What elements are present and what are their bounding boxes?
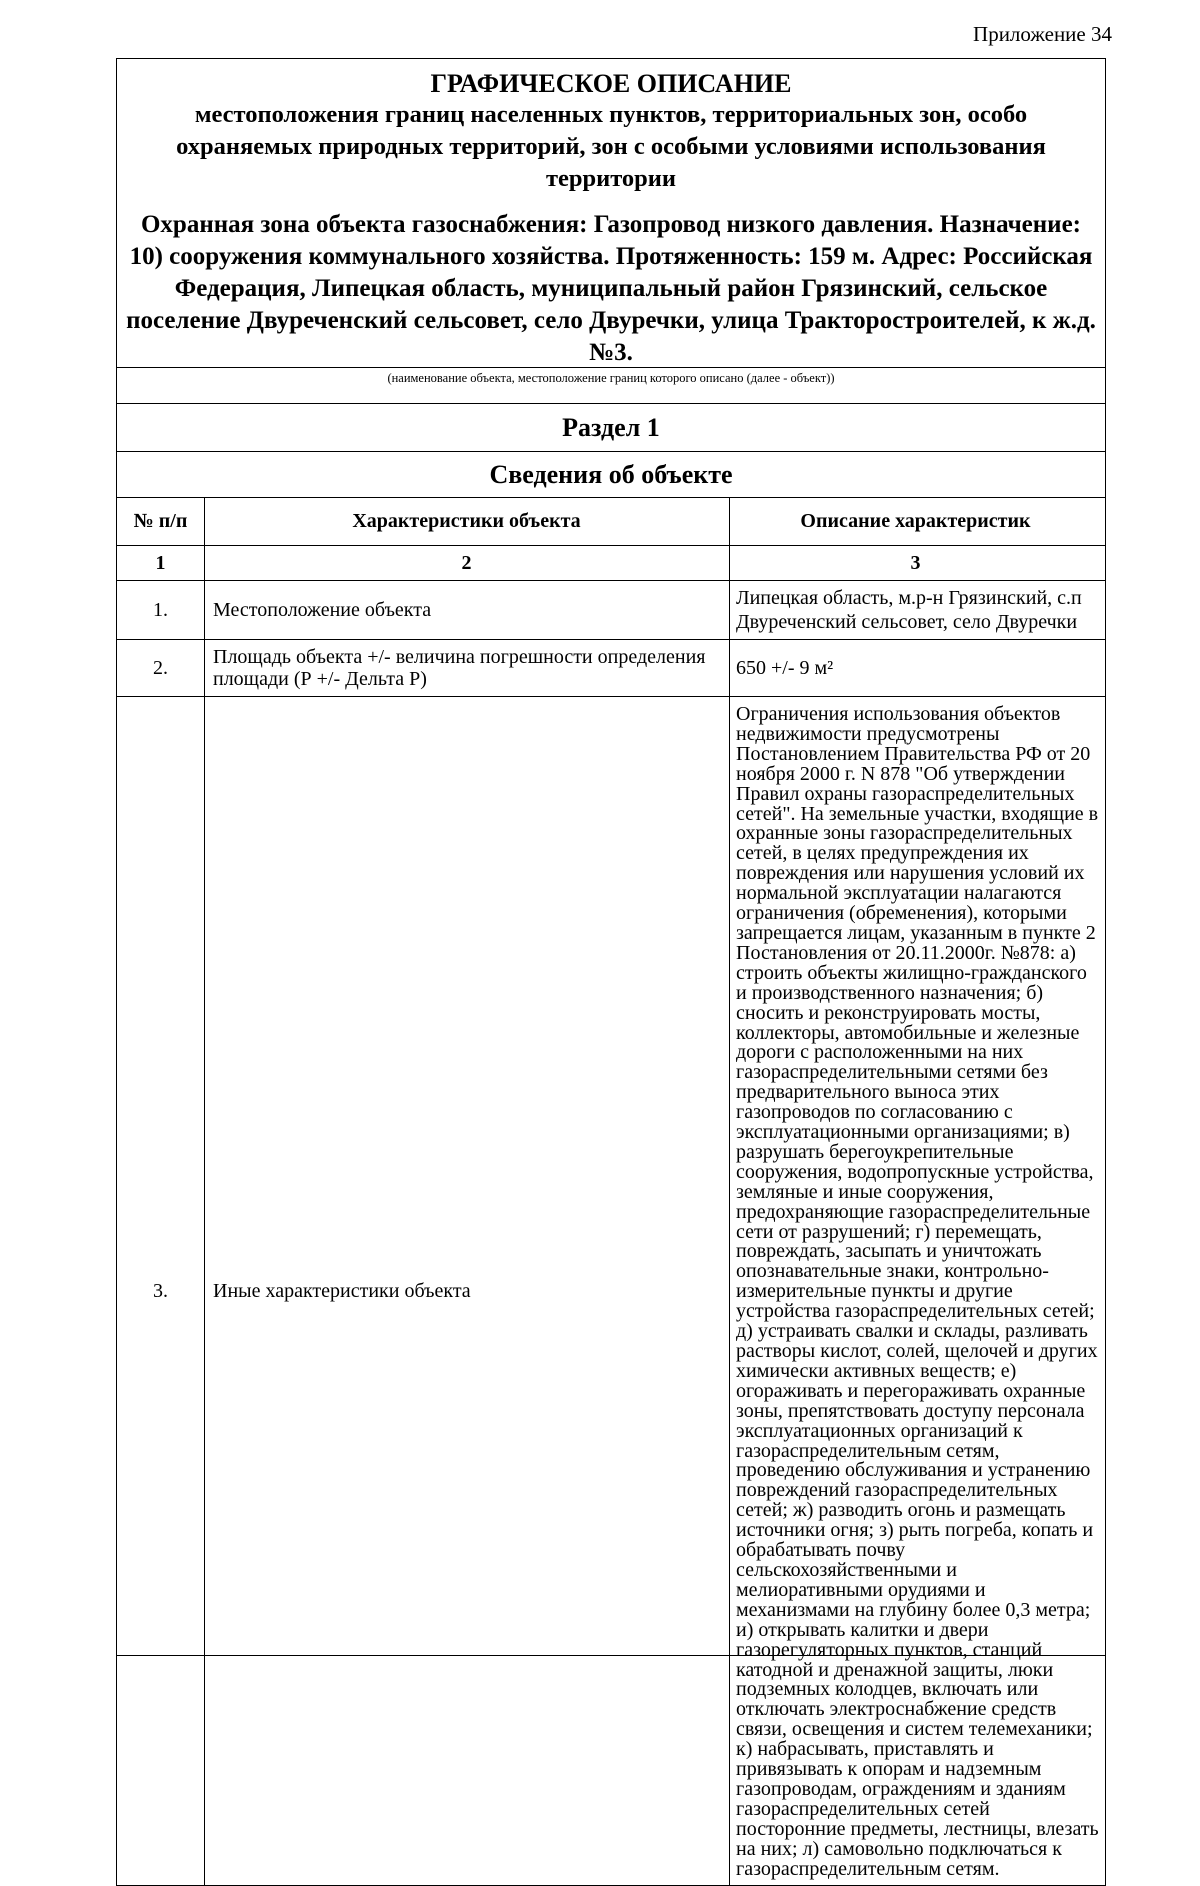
column-number-1: 1 bbox=[117, 546, 205, 581]
document-frame bbox=[116, 58, 1106, 1880]
row-number: 3. bbox=[117, 697, 205, 1886]
row-characteristic: Местоположение объекта bbox=[205, 581, 730, 640]
document-title: ГРАФИЧЕСКОЕ ОПИСАНИЕ bbox=[430, 69, 792, 98]
row-characteristic: Площадь объекта +/- величина погрешности определения площади (Р +/- Дельта Р) bbox=[205, 640, 730, 697]
column-number-row bbox=[117, 546, 1106, 581]
table-row bbox=[117, 697, 1106, 1886]
appendix-label: Приложение 34 bbox=[973, 22, 1112, 46]
header-cell-characteristic: Характеристики объекта bbox=[205, 498, 730, 546]
row-characteristic: Иные характеристики объекта bbox=[205, 697, 730, 1886]
object-name-underline bbox=[117, 367, 1105, 368]
column-number-3: 3 bbox=[730, 546, 1106, 581]
object-info-table bbox=[116, 497, 1106, 1886]
header-cell-number: № п/п bbox=[117, 498, 205, 546]
section-subtitle: Сведения об объекте bbox=[117, 451, 1105, 497]
object-name: Охранная зона объекта газоснабжения: Газопровод низкого давления. Назначение: 10) сооружения коммунального хозяйства. Протяженность: 159 м. Адрес: Российская Федерация, Липецкая область, муниципальный район Грязинский, сельское поселение Двуреченский сельсовет, село Двуречки, улица Тракторостроителей, к ж.д. №3. bbox=[126, 211, 1096, 366]
table-header-row bbox=[117, 498, 1106, 546]
row-description: Липецкая область, м.р-н Грязинский, с.п Двуреченский сельсовет, село Двуречки bbox=[730, 581, 1106, 640]
column-number-2: 2 bbox=[205, 546, 730, 581]
object-name-note: (наименование объекта, местоположение границ которого описано (далее - объект)) bbox=[387, 371, 835, 385]
row-number: 2. bbox=[117, 640, 205, 697]
row-description: 650 +/- 9 м² bbox=[730, 640, 1106, 697]
table-row bbox=[117, 581, 1106, 640]
header-cell-description: Описание характеристик bbox=[730, 498, 1106, 546]
section-title: Раздел 1 bbox=[117, 403, 1105, 451]
row-description: Ограничения использования объектов недвижимости предусмотрены Постановлением Правительства РФ от 20 ноября 2000 г. N 878 "Об утверждении Правил охраны газораспределительных сетей". На земельные участки, входящие в охранные зоны газораспределительных сетей, в целях предупреждения их повреждения или нарушения условий их нормальной эксплуатации налагаются ограничения (обременения), которыми запрещается лицам, указанным в пункте 2 Постановления от 20.11.2000г. №878: а) строить объекты жилищно-гражданского и производственного назначения; б) сносить и реконструировать мосты, коллекторы, автомобильные и железные дороги с расположенными на них газораспределительными сетями без предварительного выноса этих газопроводов по согласованию с эксплуатационными организациями; в) разрушать берегоукрепительные сооружения, водопропускные устройства, земляные и иные сооружения, предохраняющие газораспределительные сети от разрушений; г) перемещать, повреждать, засыпать и уничтожать опознавательные знаки, контрольно-измерительные пункты и другие устройства газораспределительных сетей; д) устраивать свалки и склады, разливать растворы кислот, солей, щелочей и других химически активных веществ; е) огораживать и перегораживать охранные зоны, препятствовать доступу персонала эксплуатационных организаций к газораспределительным сетям, проведению обслуживания и устранению повреждений газораспределительных сетей; ж) разводить огонь и размещать источники огня; з) рыть погреба, копать и обрабатывать почву сельскохозяйственными и мелиоративными орудиями и механизмами на глубину более 0,3 метра; и) открывать калитки и двери газорегуляторных пунктов, станций катодной и дренажной защиты, люки подземных колодцев, включать или отключать электроснабжение средств связи, освещения и систем телемеханики; к) набрасывать, приставлять и привязывать к опорам и надземным газопроводам, ограждениям и зданиям газораспределительных сетей посторонние предметы, лестницы, влезать на них; л) самовольно подключаться к газораспределительным сетям. bbox=[730, 697, 1106, 1886]
table-row bbox=[117, 640, 1106, 697]
row-number: 1. bbox=[117, 581, 205, 640]
document-subtitle: местоположения границ населенных пунктов, территориальных зон, особо охраняемых природных территорий, зон с особыми условиями использования территории bbox=[176, 101, 1046, 192]
